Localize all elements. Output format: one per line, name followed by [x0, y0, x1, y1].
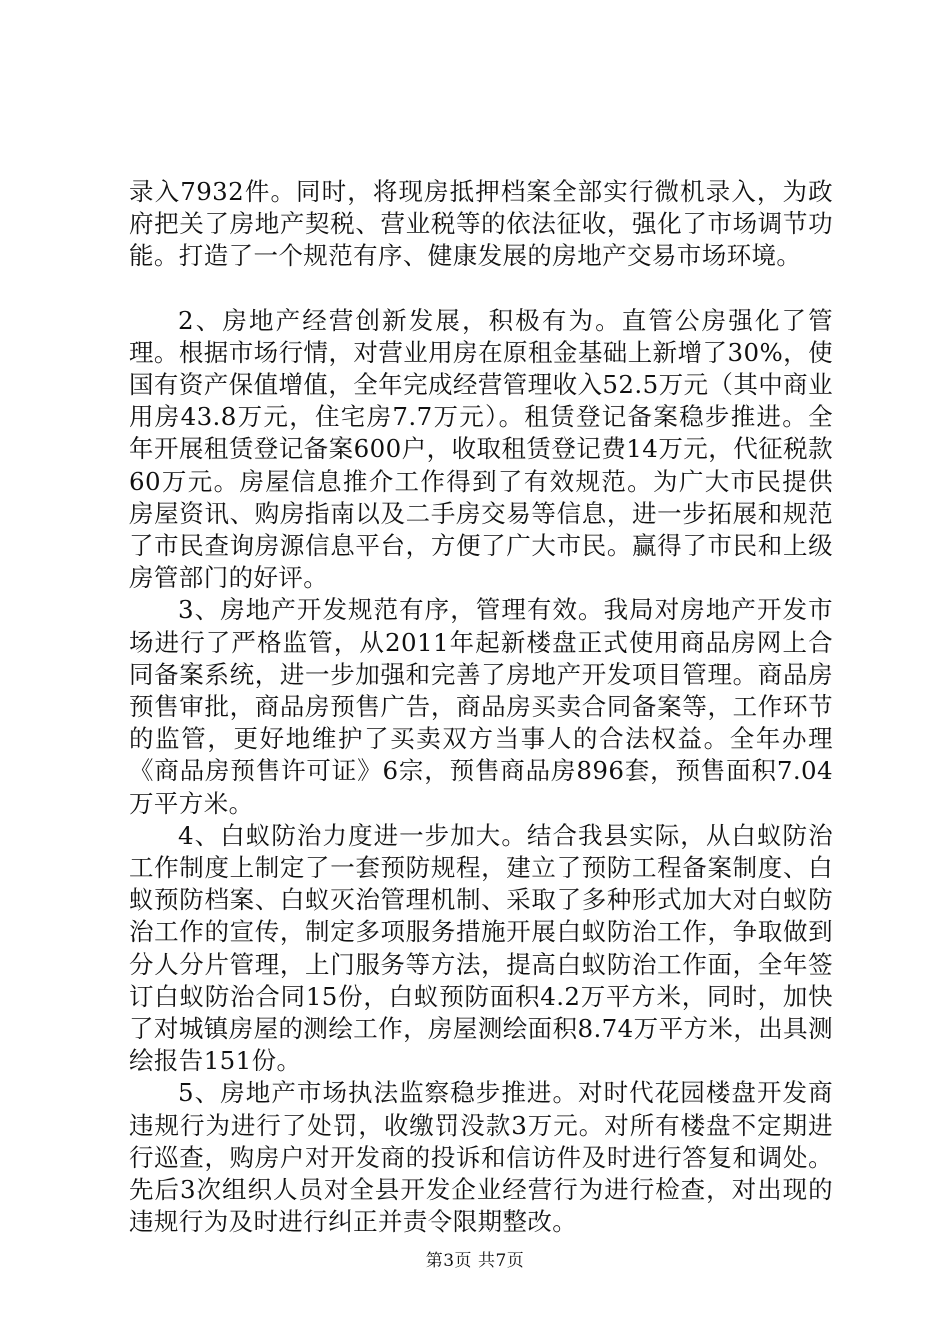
page-number-footer: 第3页 共7页: [425, 1251, 525, 1271]
paragraph-law-enforcement: 5、房地产市场执法监察稳步推进。对时代花园楼盘开发商违规行为进行了处罚，收缴罚没款3万元。对所有楼盘不定期进行巡查，购房户对开发商的投诉和信访件及时进行答复和调处。先后3次组织人员对全县开发企业经营行为进行检查，对出现的违规行为及时进行纠正并责令限期整改。: [129, 1078, 833, 1237]
paragraph-real-estate-operations: 2、房地产经营创新发展，积极有为。直管公房强化了管理。根据市场行情，对营业用房在原租金基础上新增了30%，使国有资产保值增值，全年完成经营管理收入52.5万元（其中商业用房43.8万元，住宅房7.7万元）。租赁登记备案稳步推进。全年开展租赁登记备案600户，收取租赁登记费14万元，代征税款60万元。房屋信息推介工作得到了有效规范。为广大市民提供房屋资讯、购房指南以及二手房交易等信息，进一步拓展和规范了市民查询房源信息平台，方便了广大市民。赢得了市民和上级房管部门的好评。: [129, 305, 833, 593]
document-body: [129, 176, 833, 1239]
paragraph-termite-control: 4、白蚁防治力度进一步加大。结合我县实际，从白蚁防治工作制度上制定了一套预防规程，建立了预防工程备案制度、白蚁预防档案、白蚁灭治管理机制、采取了多种形式加大对白蚁防治工作的宣传，制定多项服务措施开展白蚁防治工作，争取做到分人分片管理，上门服务等方法，提高白蚁防治工作面，全年签订白蚁防治合同15份，白蚁预防面积4.2万平方米，同时，加快了对城镇房屋的测绘工作，房屋测绘面积8.74万平方米，出具测绘报告151份。: [129, 820, 833, 1076]
paragraph-real-estate-development: 3、房地产开发规范有序，管理有效。我局对房地产开发市场进行了严格监管，从2011年起新楼盘正式使用商品房网上合同备案系统，进一步加强和完善了房地产开发项目管理。商品房预售审批，商品房预售广告，商品房买卖合同备案等，工作环节的监管，更好地维护了买卖双方当事人的合法权益。全年办理《商品房预售许可证》6宗，预售商品房896套，预售面积7.04万平方米。: [129, 595, 833, 818]
paragraph-continuation: 录入7932件。同时，将现房抵押档案全部实行微机录入，为政府把关了房地产契税、营业税等的依法征收，强化了市场调节功能。打造了一个规范有序、健康发展的房地产交易市场环境。: [129, 177, 833, 271]
